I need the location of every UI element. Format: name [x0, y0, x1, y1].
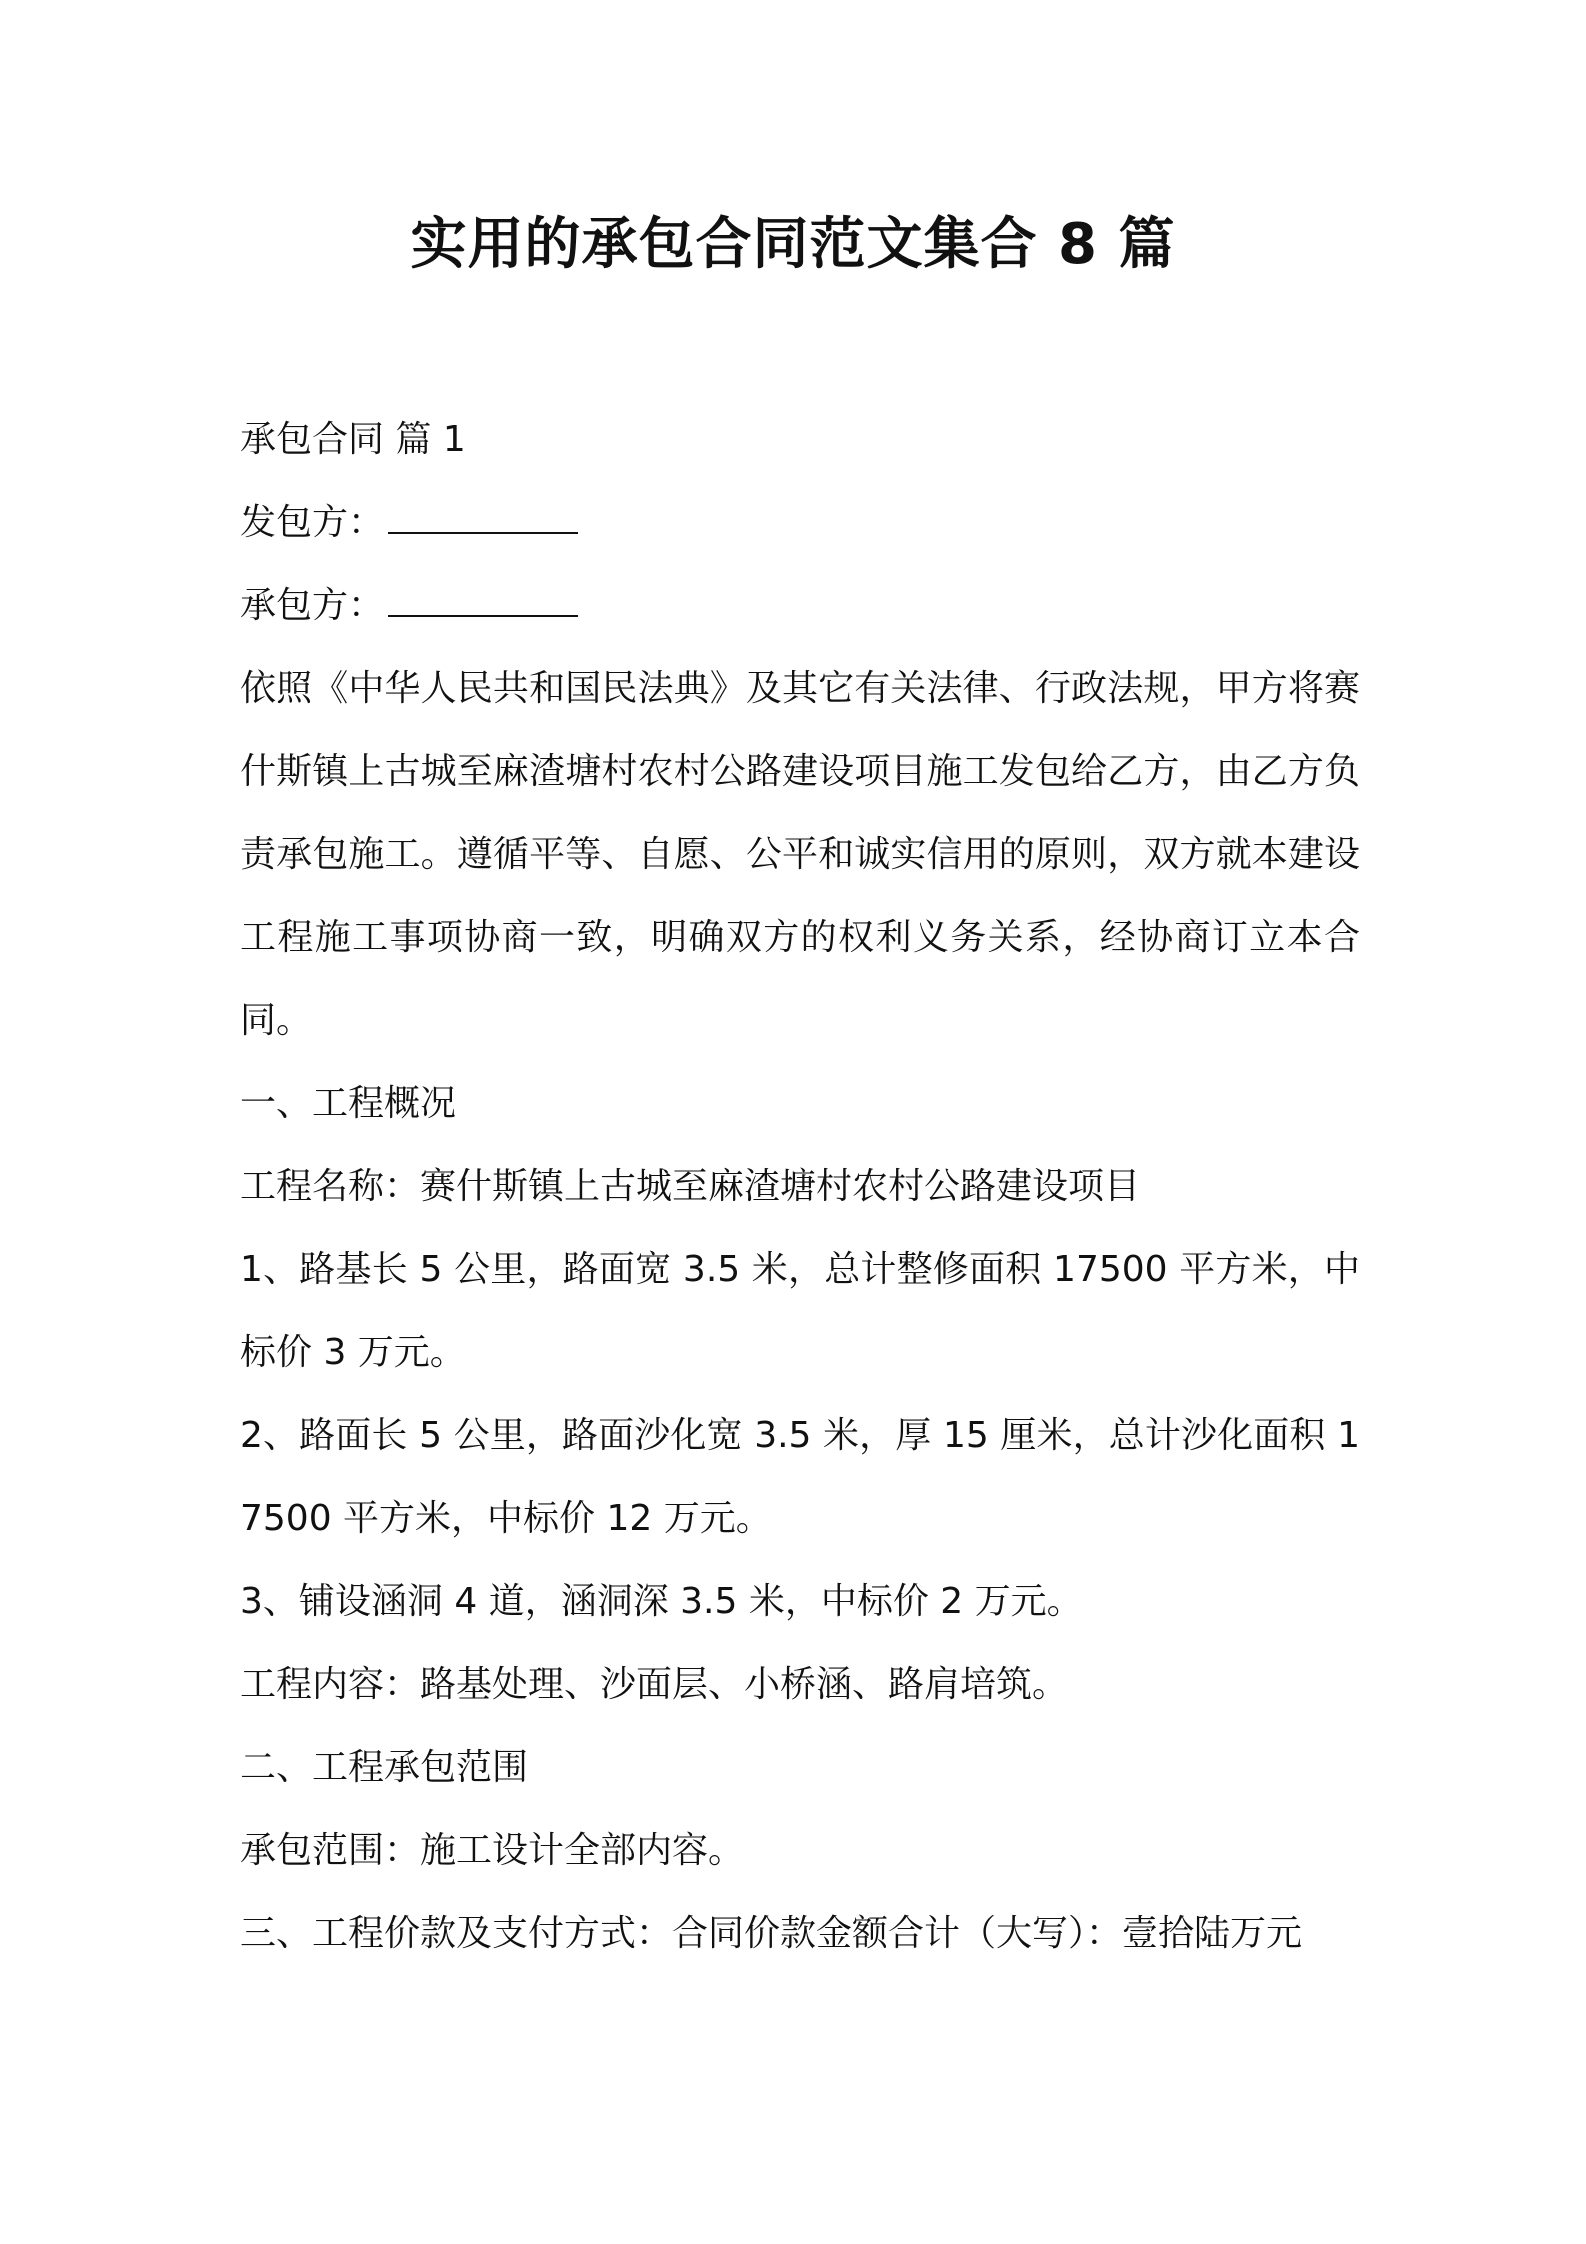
document-title: 实用的承包合同范文集合 8 篇	[410, 212, 1176, 277]
project-content: 工程内容：路基处理、沙面层、小桥涵、路肩培筑。	[240, 1664, 1069, 1705]
employer-field	[240, 481, 1360, 564]
document-body	[240, 398, 1360, 1975]
heading-project-overview: 一、工程概况	[240, 1083, 457, 1124]
employer-label: 发包方：	[240, 502, 385, 543]
project-name: 工程名称：赛什斯镇上古城至麻渣塘村农村公路建设项目	[240, 1166, 1141, 1207]
heading-price-payment: 三、工程价款及支付方式：合同价款金额合计（大写）：壹拾陆万元	[240, 1913, 1303, 1954]
contractor-field	[240, 564, 1360, 647]
item-roadbed: 1、路基长 5 公里，路面宽 3.5 米，总计整修面积 17500 平方米，中标价 3 万元。	[240, 1249, 1360, 1373]
item-culverts: 3、铺设涵洞 4 道，涵洞深 3.5 米，中标价 2 万元。	[240, 1581, 1083, 1622]
contractor-label: 承包方：	[240, 585, 385, 626]
heading-contract-scope: 二、工程承包范围	[240, 1747, 529, 1788]
item-road-surface: 2、路面长 5 公里，路面沙化宽 3.5 米，厚 15 厘米，总计沙化面积 17500 平方米，中标价 12 万元。	[240, 1415, 1360, 1539]
contract-scope: 承包范围：施工设计全部内容。	[240, 1830, 745, 1871]
employer-blank-line	[388, 528, 578, 534]
intro-paragraph: 依照《中华人民共和国民法典》及其它有关法律、行政法规，甲方将赛什斯镇上古城至麻渣塘村农村公路建设项目施工发包给乙方，由乙方负责承包施工。遵循平等、自愿、公平和诚实信用的原则，双方就本建设工程施工事项协商一致，明确双方的权利义务关系，经协商订立本合同。	[240, 668, 1360, 1041]
contractor-blank-line	[388, 611, 578, 617]
section-heading: 承包合同 篇 1	[240, 419, 466, 460]
